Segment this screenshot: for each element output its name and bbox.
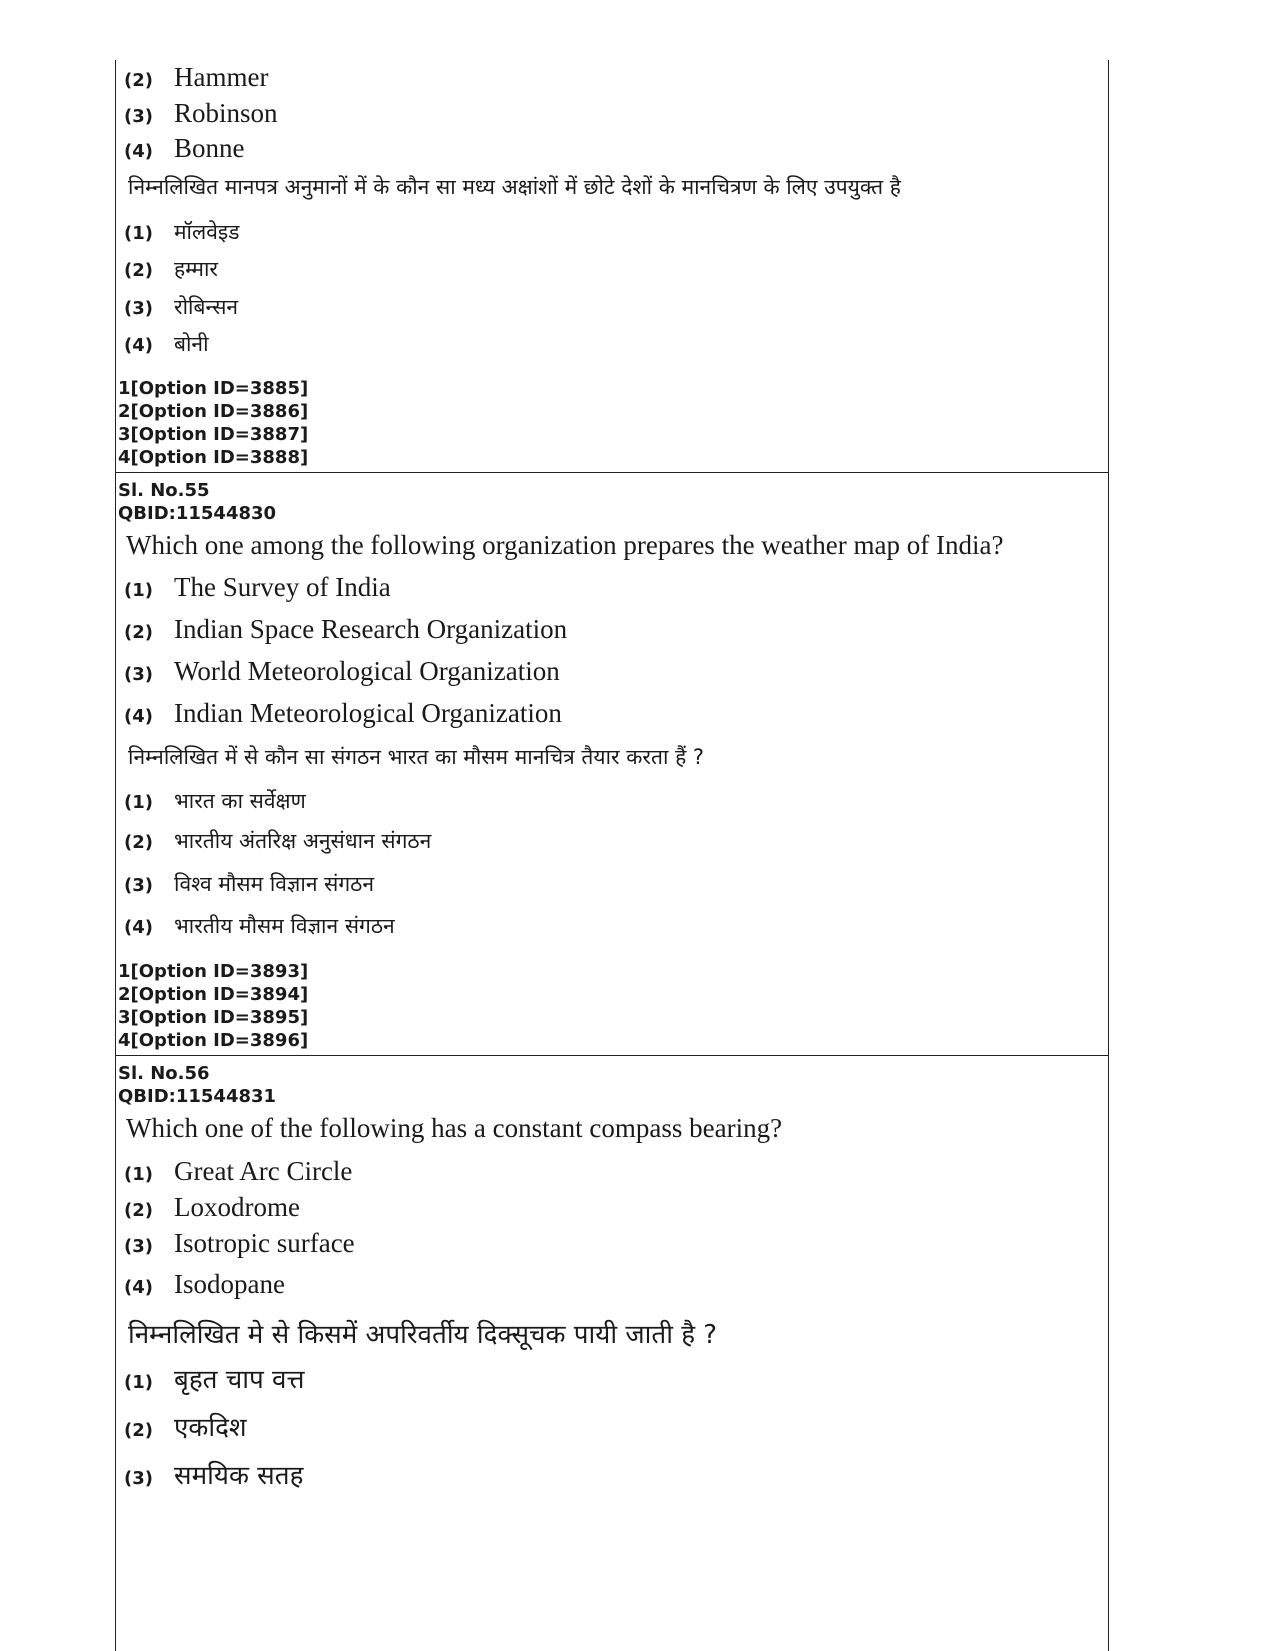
option-text: Isodopane: [174, 1269, 285, 1299]
q55-option-4: [124, 698, 562, 729]
question-text-hindi: निम्नलिखित में से कौन सा संगठन भारत का मौसम मानचित्र तैयार करता हैं ?: [128, 745, 705, 769]
option-text: विश्व मौसम विज्ञान संगठन: [174, 872, 375, 896]
option-text: Indian Meteorological Organization: [174, 698, 562, 728]
q55-option-2: [124, 614, 567, 645]
option-number: (4): [124, 917, 153, 938]
option-text: बोनी: [174, 332, 209, 356]
question-text: Which one among the following organization prepares the weather map of India?: [126, 530, 1004, 560]
option-id: 2[Option ID=3894]: [118, 984, 309, 1005]
option-number: (2): [124, 1420, 153, 1441]
q56-hindi-option-3: [124, 1456, 303, 1492]
question-text-hindi: निम्नलिखित मानपत्र अनुमानों में के कौन सा मध्य अक्षांशों में छोटे देशों के मानचित्रण के लिए उपयुक्त है: [128, 175, 901, 199]
prev-option-2: [124, 62, 268, 93]
option-text: भारतीय अंतरिक्ष अनुसंधान संगठन: [174, 829, 432, 853]
option-text: समयिक सतह: [174, 1461, 304, 1491]
q56-option-1: [124, 1156, 352, 1187]
question-text: Which one of the following has a constant compass bearing?: [126, 1113, 783, 1143]
prev-option-ids: [118, 377, 308, 469]
option-text: हम्मार: [174, 257, 219, 281]
prev-hindi-option-4: [124, 330, 209, 358]
q55-hindi-option-2: [124, 827, 431, 855]
question-divider: [116, 1055, 1108, 1056]
option-number: (3): [124, 298, 153, 319]
question-divider: [116, 472, 1108, 473]
option-number: (3): [124, 664, 153, 685]
option-number: (3): [124, 1236, 153, 1257]
option-number: (1): [124, 223, 153, 244]
q55-option-ids: [118, 960, 308, 1052]
option-id: 1[Option ID=3893]: [118, 961, 309, 982]
option-number: (2): [124, 1200, 153, 1221]
q55-option-1: [124, 572, 391, 603]
serial-number: Sl. No.55: [118, 480, 210, 501]
option-number: (2): [124, 70, 153, 91]
question-paper-frame: [115, 60, 1109, 1651]
option-number: (1): [124, 792, 153, 813]
prev-option-4: [124, 133, 245, 164]
q55-english-question: [126, 530, 1003, 561]
option-text: Great Arc Circle: [174, 1156, 353, 1186]
q56-hindi-option-2: [124, 1408, 247, 1444]
q55-hindi-option-3: [124, 870, 374, 898]
option-number: (2): [124, 832, 153, 853]
option-text: Bonne: [174, 133, 245, 163]
option-number: (1): [124, 1164, 153, 1185]
option-text: एकदिश: [174, 1413, 247, 1443]
q56-option-2: [124, 1192, 300, 1223]
qbid: QBID:11544831: [118, 1086, 277, 1107]
option-number: (2): [124, 260, 153, 281]
prev-hindi-question: [128, 173, 901, 201]
option-text: बृहत चाप वत्त: [174, 1365, 305, 1395]
option-text: रोबिन्सन: [174, 295, 239, 319]
option-number: (3): [124, 875, 153, 896]
q55-hindi-question: [128, 743, 704, 771]
option-number: (4): [124, 141, 153, 162]
prev-hindi-option-1: [124, 218, 239, 246]
option-text: Robinson: [174, 98, 278, 128]
option-number: (3): [124, 1468, 153, 1489]
serial-number: Sl. No.56: [118, 1063, 210, 1084]
q56-option-4: [124, 1269, 285, 1300]
option-number: (1): [124, 580, 153, 601]
question-text-hindi: निम्नलिखित मे से किसमें अपरिवर्तीय दिक्सूचक पायी जाती है ?: [128, 1320, 718, 1350]
option-text: Isotropic surface: [174, 1228, 355, 1258]
option-number: (2): [124, 622, 153, 643]
option-id: 2[Option ID=3886]: [118, 401, 309, 422]
prev-option-3: [124, 98, 278, 129]
option-id: 3[Option ID=3887]: [118, 424, 309, 445]
option-text: भारत का सर्वेक्षण: [174, 789, 306, 813]
option-number: (4): [124, 1277, 153, 1298]
q55-option-3: [124, 656, 560, 687]
option-text: Loxodrome: [174, 1192, 300, 1222]
q55-hindi-option-1: [124, 787, 306, 815]
option-number: (4): [124, 706, 153, 727]
q56-hindi-question: [128, 1315, 717, 1351]
option-text: भारतीय मौसम विज्ञान संगठन: [174, 914, 395, 938]
option-text: Indian Space Research Organization: [174, 614, 568, 644]
option-id: 1[Option ID=3885]: [118, 378, 309, 399]
option-number: (4): [124, 335, 153, 356]
option-text: Hammer: [174, 62, 269, 92]
option-number: (1): [124, 1372, 153, 1393]
option-text: The Survey of India: [174, 572, 391, 602]
q56-option-3: [124, 1228, 355, 1259]
option-text: मॉलवेइड: [174, 220, 240, 244]
q56-english-question: [126, 1113, 782, 1144]
option-number: (3): [124, 106, 153, 127]
q55-hindi-option-4: [124, 912, 395, 940]
option-id: 3[Option ID=3895]: [118, 1007, 309, 1028]
prev-hindi-option-2: [124, 255, 218, 283]
q56-header: [118, 1062, 276, 1108]
option-id: 4[Option ID=3888]: [118, 447, 309, 468]
qbid: QBID:11544830: [118, 503, 277, 524]
prev-hindi-option-3: [124, 293, 238, 321]
q56-hindi-option-1: [124, 1360, 304, 1396]
q55-header: [118, 479, 276, 525]
option-text: World Meteorological Organization: [174, 656, 560, 686]
option-id: 4[Option ID=3896]: [118, 1030, 309, 1051]
